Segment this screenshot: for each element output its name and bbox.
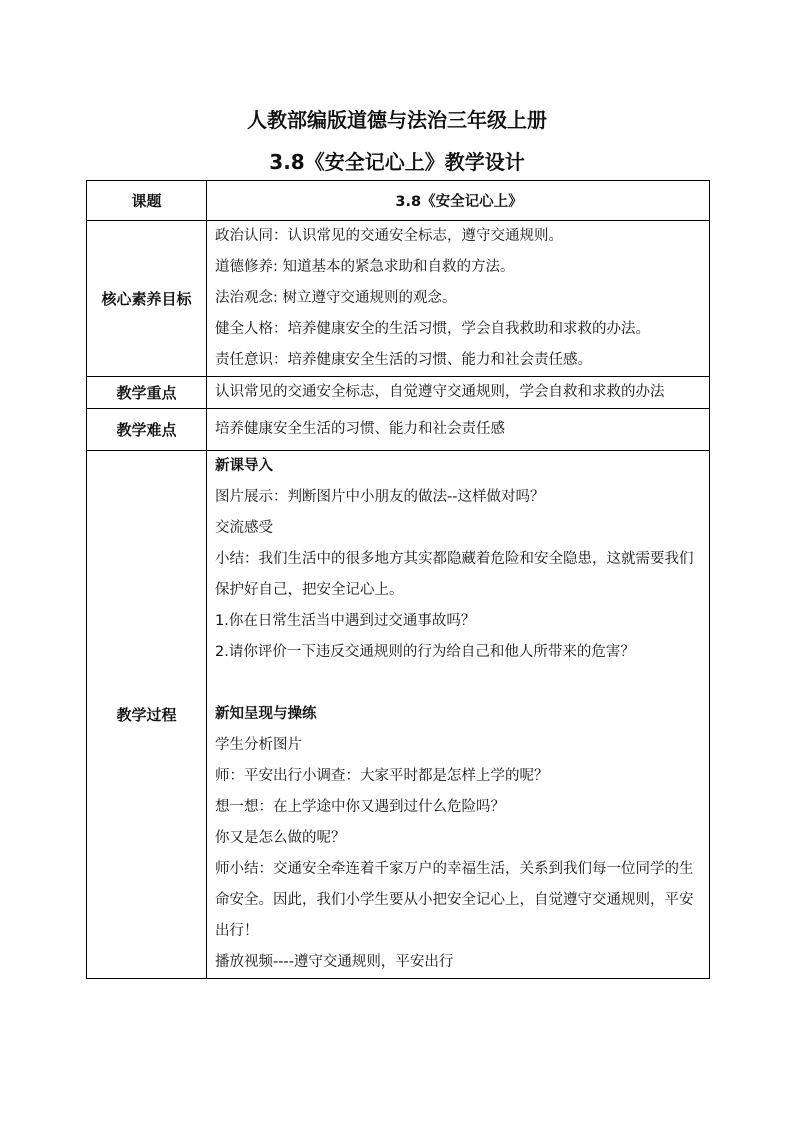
process-label: 教学过程 bbox=[87, 451, 207, 979]
core-goal-moral: 道德修养: 知道基本的紧急求助和自救的方法。 bbox=[215, 259, 515, 275]
process-line: 小结：我们生活中的很多地方其实都隐藏着危险和安全隐患，这就需要我们保护好自己，把安全记心上。 bbox=[215, 551, 694, 598]
document-subtitle: 3.8《安全记心上》教学设计 bbox=[269, 150, 525, 174]
core-goals-row bbox=[87, 221, 710, 377]
process-line: 1.你在日常生活当中遇到过交通事故吗？ bbox=[215, 613, 476, 629]
difficulties-text: 培养健康安全生活的习惯、能力和社会责任感 bbox=[215, 421, 505, 437]
difficulties-content bbox=[207, 409, 710, 451]
section-heading-new-knowledge: 新知呈现与操练 bbox=[215, 706, 317, 722]
process-line: 师小结：交通安全牵连着千家万户的幸福生活，关系到我们每一位同学的生命安全。因此，我们小学生要从小把安全记心上，自觉遵守交通规则，平安出行！ bbox=[215, 861, 694, 939]
core-goal-political: 政治认同：认识常见的交通安全标志，遵守交通规则。 bbox=[215, 228, 563, 244]
core-goal-personality: 健全人格：培养健康安全的生活习惯，学会自我救助和求救的办法。 bbox=[215, 321, 650, 337]
topic-value: 3.8《安全记心上》 bbox=[207, 181, 710, 221]
process-line: 交流感受 bbox=[215, 520, 273, 536]
key-points-text: 认识常见的交通安全标志，自觉遵守交通规则，学会自救和求救的办法 bbox=[215, 384, 665, 400]
process-line: 图片展示：判断图片中小朋友的做法--这样做对吗？ bbox=[215, 489, 545, 505]
process-line: 2.请你评价一下违反交通规则的行为给自己和他人所带来的危害？ bbox=[215, 644, 635, 660]
process-line: 师：平安出行小调查：大家平时都是怎样上学的呢？ bbox=[215, 768, 549, 784]
process-content bbox=[207, 451, 710, 979]
lesson-plan-table bbox=[86, 180, 710, 979]
key-points-content bbox=[207, 377, 710, 409]
topic-row bbox=[87, 181, 710, 221]
section-heading-intro: 新课导入 bbox=[215, 458, 273, 474]
core-goals-content bbox=[207, 221, 710, 377]
spacer bbox=[215, 668, 703, 699]
process-line: 想一想：在上学途中你又遇到过什么危险吗？ bbox=[215, 799, 505, 815]
key-points-label: 教学重点 bbox=[87, 377, 207, 409]
process-line: 播放视频----遵守交通规则，平安出行 bbox=[215, 954, 454, 970]
difficulties-label: 教学难点 bbox=[87, 409, 207, 451]
key-points-row bbox=[87, 377, 710, 409]
core-goal-responsibility: 责任意识：培养健康安全生活的习惯、能力和社会责任感。 bbox=[215, 352, 592, 368]
difficulties-row bbox=[87, 409, 710, 451]
process-line: 学生分析图片 bbox=[215, 737, 302, 753]
core-goals-label: 核心素养目标 bbox=[87, 221, 207, 377]
document-title: 人教部编版道德与法治三年级上册 bbox=[247, 108, 547, 132]
process-row bbox=[87, 451, 710, 979]
process-line: 你又是怎么做的呢？ bbox=[215, 830, 346, 846]
topic-label: 课题 bbox=[87, 181, 207, 221]
core-goal-legal: 法治观念: 树立遵守交通规则的观念。 bbox=[215, 290, 457, 306]
